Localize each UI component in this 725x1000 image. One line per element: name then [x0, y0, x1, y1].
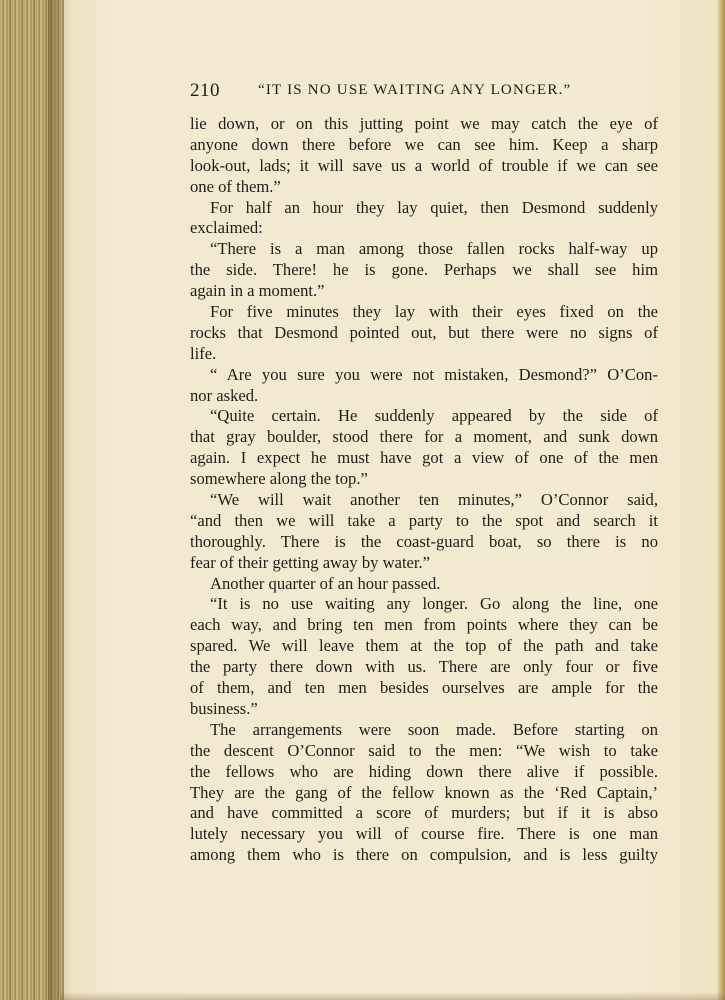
text-line: of them, and ten men besides ourselves are ample for the — [190, 678, 658, 698]
text-line: Another quarter of an hour passed. — [210, 573, 441, 593]
text-line: lutely necessary you will of course fire. There is one man — [190, 824, 658, 844]
text-line: anyone down there before we can see him. Keep a sharp — [190, 134, 658, 154]
text-line: exclaimed: — [190, 218, 263, 238]
text-line: the fellows who are hiding down there alive if possible. — [190, 761, 658, 781]
text-line: and have committed a score of murders; but if it is abso — [190, 803, 658, 823]
text-line: the side. There! he is gone. Perhaps we shall see him — [190, 260, 658, 280]
text-line: the descent O’Connor said to the men: “We wish to take — [190, 740, 658, 760]
page-edge — [717, 0, 725, 1000]
running-head: “IT IS NO USE WAITING ANY LONGER.” — [258, 82, 572, 98]
text-line: lie down, or on this jutting point we may catch the eye of — [190, 114, 658, 133]
text-line: again. I expect he must have got a view of one of the men — [190, 448, 658, 468]
text-line: They are the gang of the fellow known as the ‘Red Captain,’ — [190, 782, 658, 802]
text-line: The arrangements were soon made. Before starting on — [210, 719, 658, 739]
body-text — [190, 114, 658, 866]
page-header — [190, 80, 660, 104]
text-line: “and then we will take a party to the spot and search it — [190, 510, 658, 530]
text-line: rocks that Desmond pointed out, but there were no signs of — [190, 322, 658, 342]
text-line: one of them.” — [190, 176, 281, 196]
text-line: that gray boulder, stood there for a moment, and sunk down — [190, 427, 658, 447]
text-line: look-out, lads; it will save us a world of trouble if we can see — [190, 155, 658, 175]
text-line: again in a moment.” — [190, 281, 325, 301]
text-line: “ Are you sure you were not mistaken, Desmond?” O’Con- — [210, 364, 658, 384]
text-line: among them who is there on compulsion, and is less guilty — [190, 845, 658, 865]
text-line: “It is no use waiting any longer. Go along the line, one — [210, 594, 658, 614]
text-line: the party there down with us. There are only four or five — [190, 657, 658, 677]
text-line: For five minutes they lay with their eyes fixed on the — [210, 302, 658, 322]
text-line: somewhere along the top.” — [190, 469, 368, 489]
gutter-shadow — [48, 0, 72, 1000]
page-bottom-edge — [60, 992, 725, 1000]
text-line: spared. We will leave them at the top of the path and take — [190, 636, 658, 656]
text-line: thoroughly. There is the coast-guard boat, so there is no — [190, 531, 658, 551]
text-line: “Quite certain. He suddenly appeared by the side of — [210, 406, 658, 426]
page-number: 210 — [190, 80, 220, 101]
text-line: life. — [190, 343, 217, 363]
text-line: “We will wait another ten minutes,” O’Connor said, — [210, 490, 658, 510]
text-line: nor asked. — [190, 385, 259, 405]
text-line: each way, and bring ten men from points where they can be — [190, 615, 658, 635]
text-line: “There is a man among those fallen rocks half-way up — [210, 239, 658, 259]
text-line: fear of their getting away by water.” — [190, 552, 431, 572]
text-line: business.” — [190, 698, 258, 718]
text-line: For half an hour they lay quiet, then Desmond suddenly — [210, 197, 658, 217]
